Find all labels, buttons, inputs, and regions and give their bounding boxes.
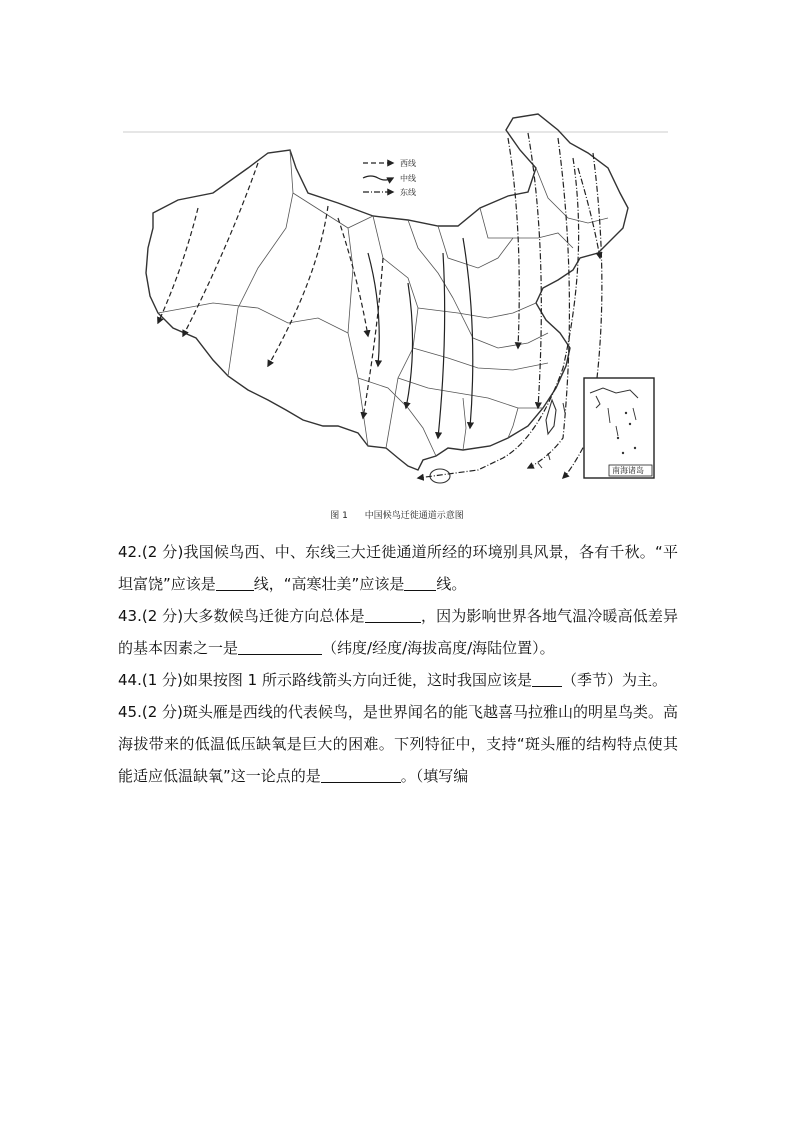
east-route [418, 133, 602, 478]
middle-route-arrow [406, 283, 413, 408]
question-text: 线。 [436, 575, 467, 593]
question-44 [118, 664, 678, 696]
map-legend [363, 158, 416, 197]
question-score: (1 分) [141, 671, 183, 689]
legend-east [363, 187, 416, 197]
question-number: 42. [118, 543, 142, 561]
middle-route-arrow [463, 238, 473, 428]
coastal-islands [538, 403, 565, 468]
question-text: 如果按图 1 所示路线箭头方向迁徙，这时我国应该是 [182, 671, 532, 689]
question-42 [118, 536, 678, 600]
west-route-arrow [268, 206, 328, 366]
legend-middle-label: 中线 [400, 174, 416, 183]
question-number: 43. [118, 607, 142, 625]
answer-blank[interactable] [404, 574, 436, 591]
west-route-arrow [338, 218, 368, 336]
west-route-arrow [183, 163, 258, 336]
figure-title: 中国候鸟迁徙通道示意图 [364, 511, 464, 521]
question-score: (2 分) [141, 607, 184, 625]
question-text: 我国候鸟西、中、东线三大迁徙通道所经的环境别具风景，各有千秋。“平坦富饶”应该是 [118, 543, 678, 593]
east-route-arrow [418, 158, 579, 478]
taiwan-island [546, 400, 556, 434]
west-route [158, 163, 383, 418]
question-45 [118, 696, 678, 792]
answer-blank[interactable] [238, 638, 322, 655]
question-text: （纬度/经度/海拔高度/海陆位置）。 [322, 639, 555, 657]
west-route-arrow [363, 258, 383, 418]
question-text: 。（填写编 [400, 767, 469, 785]
answer-blank[interactable] [365, 606, 421, 623]
question-text: 斑头雁是西线的代表候鸟，是世界闻名的能飞越喜马拉雅山的明星鸟类。高海拔带来的低温低压缺氧是巨大的困难。下列特征中，支持“斑头雁的结构特点使其能适应低温缺氧”这一论点的是 [118, 703, 678, 785]
answer-blank[interactable] [532, 670, 562, 687]
questions-section [118, 536, 678, 792]
legend-middle [363, 173, 416, 183]
inset-label: 南海诸岛 [612, 466, 644, 475]
figure-caption [0, 508, 794, 521]
question-text: 线，“高寒壮美”应该是 [253, 575, 405, 593]
china-map-svg [118, 108, 678, 528]
question-number: 45. [118, 703, 142, 721]
middle-route [368, 238, 473, 438]
west-route-arrow [158, 208, 198, 323]
answer-blank[interactable] [321, 766, 401, 783]
east-route-arrow [578, 168, 600, 258]
question-score: (2 分) [141, 543, 184, 561]
answer-blank[interactable] [216, 574, 254, 591]
question-text: 大多数候鸟迁徙方向总体是 [183, 607, 365, 625]
question-text: （季节）为主。 [561, 671, 667, 689]
middle-route-arrow [438, 253, 445, 438]
legend-west-label: 西线 [400, 159, 416, 168]
question-43 [118, 600, 678, 664]
question-text: ，因为影响世界各地气温冷暖高低差异的基本因素之一是 [118, 607, 678, 657]
question-score: (2 分) [141, 703, 183, 721]
south-china-sea-inset [584, 378, 654, 478]
question-number: 44. [118, 671, 142, 689]
migration-map [118, 108, 678, 528]
legend-east-label: 东线 [400, 188, 416, 197]
figure-number: 图 1 [330, 511, 348, 521]
legend-west [363, 158, 416, 168]
hainan-island [430, 469, 450, 483]
